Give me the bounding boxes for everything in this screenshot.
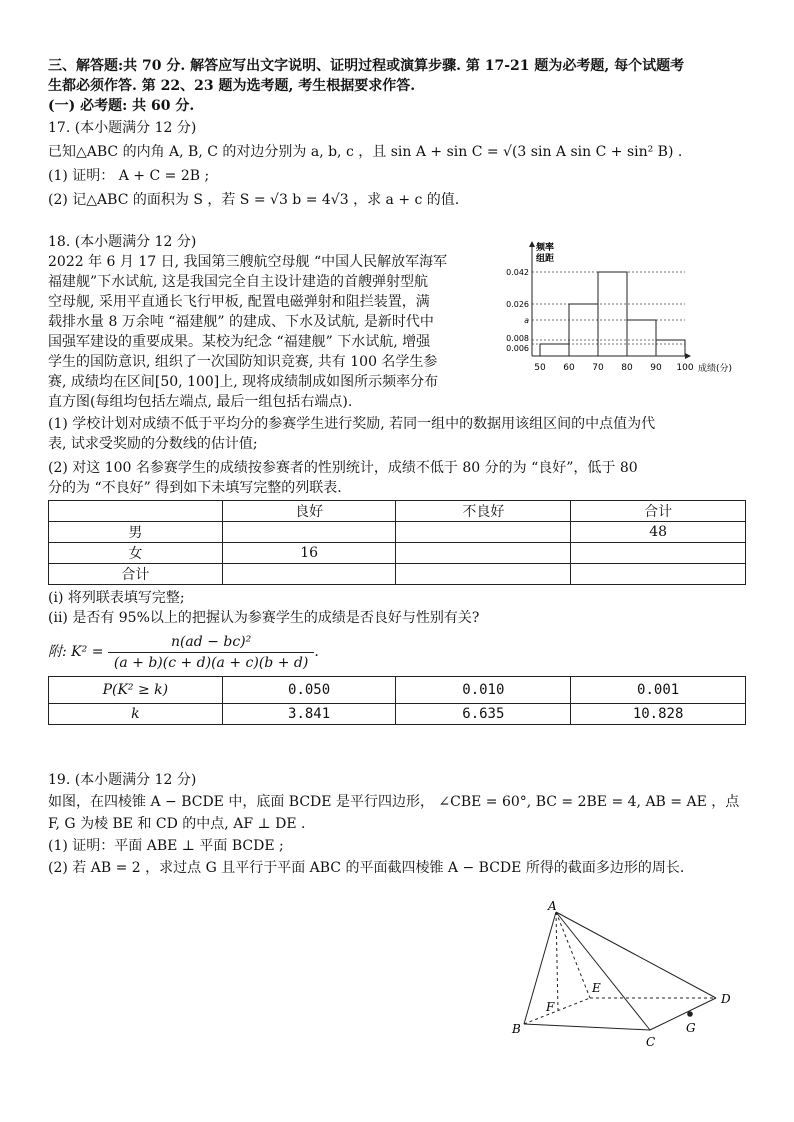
point-G — [687, 1011, 693, 1017]
k-squared-formula — [48, 630, 319, 674]
table-cell — [222, 564, 396, 585]
table-cell — [571, 564, 746, 585]
label-C: C — [646, 1035, 656, 1049]
table-cell — [396, 522, 571, 543]
y-axis-label-top: 频率 — [536, 243, 555, 253]
table-cell — [571, 543, 746, 564]
table-cell: 合计 — [49, 564, 223, 585]
q18-line-7: 直方图(每组均包括左端点, 最后一组包括右端点). — [48, 394, 353, 410]
q18-part2-line2: 分的为 “不良好” 得到如下未填写完整的列联表. — [48, 480, 342, 496]
table-cell: 0.050 — [222, 677, 396, 704]
table-cell: 48 — [571, 522, 746, 543]
q18-line-4: 国强军建设的重要成果。某校为纪念 “福建舰” 下水试航, 增强 — [48, 334, 431, 350]
q18-part1-line1: (1) 学校计划对成绩不低于平均分的参赛学生进行奖励, 若同一组中的数据用该组区间的中点值为代 — [48, 416, 656, 432]
q17-title: 17. (本小题满分 12 分) — [48, 120, 197, 136]
table-cell: 0.001 — [571, 677, 746, 704]
table-header-cell: 良好 — [222, 501, 396, 522]
q19-title: 19. (本小题满分 12 分) — [48, 772, 197, 788]
table-cell: 0.010 — [396, 677, 571, 704]
q18-line-2: 空母舰, 采用平直通长飞行甲板, 配置电磁弹射和阻拦装置，满 — [48, 294, 430, 310]
critical-value-table — [48, 676, 746, 725]
x-axis-label: 成绩(分) — [698, 364, 733, 374]
y-tick-label: 0.006 — [506, 344, 529, 353]
histogram-bar — [656, 340, 685, 356]
table-row — [49, 564, 746, 585]
edge-AF — [556, 912, 558, 1011]
label-G: G — [686, 1021, 696, 1035]
histogram-bar — [540, 344, 569, 356]
table-cell — [396, 564, 571, 585]
table-row — [49, 677, 746, 704]
y-tick-label: 0.008 — [506, 334, 529, 343]
pyramid-figure — [500, 896, 750, 1052]
edge-CD — [650, 998, 716, 1030]
edge-BC — [524, 1024, 650, 1030]
table-row — [49, 522, 746, 543]
edge-AE — [556, 912, 590, 998]
table-cell: 女 — [49, 543, 223, 564]
table-cell: 16 — [222, 543, 396, 564]
histogram-bar — [569, 304, 598, 356]
x-tick-label: 50 — [534, 363, 546, 373]
label-D: D — [721, 992, 731, 1006]
section-header-line1: 三、解答题:共 70 分. 解答应写出文字说明、证明过程或演算步骤. 第 17-21 题为必考题, 每个试题考 — [48, 58, 685, 74]
formula-numerator: n(ad − bc)² — [108, 632, 314, 653]
contingency-table — [48, 500, 746, 585]
formula-end: . — [314, 644, 319, 660]
edge-AD — [556, 912, 716, 998]
table-cell: P(K² ≥ k) — [49, 677, 223, 704]
y-tick-label: a — [524, 316, 529, 325]
table-header-cell: 合计 — [571, 501, 746, 522]
section-header-line2: 生都必须作答. 第 22、23 题为选考题, 考生根据要求作答. — [48, 78, 416, 94]
q17-part1: (1) 证明： A + C = 2B ; — [48, 168, 210, 184]
table-header-cell — [49, 501, 223, 522]
y-axis-label-bottom: 组距 — [536, 254, 555, 264]
formula-prefix: 附: K² = — [48, 644, 104, 660]
q18-line-1: 福建舰”下水试航, 这是我国完全自主设计建造的首艘弹射型航 — [48, 274, 429, 290]
table-cell: 6.635 — [396, 704, 571, 725]
formula-denominator: (a + b)(c + d)(a + c)(b + d) — [113, 654, 309, 671]
q18-part2-line1: (2) 对这 100 名参赛学生的成绩按参赛者的性别统计，成绩不低于 80 分的为 “良好”，低于 80 — [48, 460, 638, 476]
q18-line-3: 载排水量 8 万余吨 “福建舰” 的建成、下水及试航, 是新时代中 — [48, 314, 434, 330]
formula-fraction — [108, 632, 314, 673]
q19-part1: (1) 证明：平面 ABE ⊥ 平面 BCDE ; — [48, 838, 284, 854]
q19-line2: F, G 为棱 BE 和 CD 的中点, AF ⊥ DE . — [48, 816, 306, 832]
required-section-label: (一) 必考题: 共 60 分. — [48, 98, 195, 114]
histogram-bar — [627, 320, 656, 356]
x-tick-label: 60 — [563, 363, 575, 373]
x-tick-label: 100 — [676, 363, 694, 373]
q19-line1: 如图，在四棱锥 A − BCDE 中，底面 BCDE 是平行四边形， ∠CBE = 60°, BC = 2BE = 4, AB = AE ，点 — [48, 794, 740, 810]
q18-sub-ii: (ii) 是否有 95%以上的把握认为参赛学生的成绩是否良好与性别有关? — [48, 610, 480, 626]
table-cell — [222, 522, 396, 543]
label-F: F — [546, 1000, 555, 1014]
table-cell: 10.828 — [571, 704, 746, 725]
y-tick-label: 0.026 — [506, 300, 529, 309]
q19-part2: (2) 若 AB = 2 ，求过点 G 且平行于平面 ABC 的平面截四棱锥 A − BCDE 所得的截面多边形的周长. — [48, 860, 685, 876]
q18-line-0: 2022 年 6 月 17 日, 我国第三艘航空母舰 “中国人民解放军海军 — [48, 254, 448, 270]
x-tick-label: 80 — [621, 363, 633, 373]
label-B: B — [512, 1022, 521, 1036]
edge-AC — [556, 912, 650, 1030]
table-cell: 男 — [49, 522, 223, 543]
x-tick-label: 90 — [650, 363, 662, 373]
q18-sub-i: (i) 将列联表填写完整; — [48, 590, 185, 606]
edge-BE — [524, 998, 590, 1024]
histogram-bar — [598, 272, 627, 356]
y-tick-label: 0.042 — [506, 268, 529, 277]
q18-title: 18. (本小题满分 12 分) — [48, 234, 197, 250]
table-header-cell: 不良好 — [396, 501, 571, 522]
table-row — [49, 704, 746, 725]
frequency-histogram — [496, 240, 748, 380]
label-E: E — [592, 981, 601, 995]
label-A: A — [548, 899, 557, 913]
q18-line-6: 赛, 成绩均在区间[50, 100]上, 现将成绩制成如图所示频率分布 — [48, 374, 439, 390]
table-header-row — [49, 501, 746, 522]
x-tick-label: 70 — [592, 363, 604, 373]
table-cell — [396, 543, 571, 564]
table-row — [49, 543, 746, 564]
q17-stem: 已知△ABC 的内角 A, B, C 的对边分别为 a, b, c ，且 sin A + sin C = √(3 sin A sin C + sin² B) . — [48, 144, 683, 160]
table-cell: 3.841 — [222, 704, 396, 725]
q18-line-5: 学生的国防意识, 组织了一次国防知识竞赛, 共有 100 名学生参 — [48, 354, 438, 370]
q18-part1-line2: 表, 试求受奖励的分数线的估计值; — [48, 436, 258, 452]
table-cell: k — [49, 704, 223, 725]
q17-part2: (2) 记△ABC 的面积为 S ，若 S = √3 b = 4√3 ，求 a + c 的值. — [48, 192, 460, 208]
